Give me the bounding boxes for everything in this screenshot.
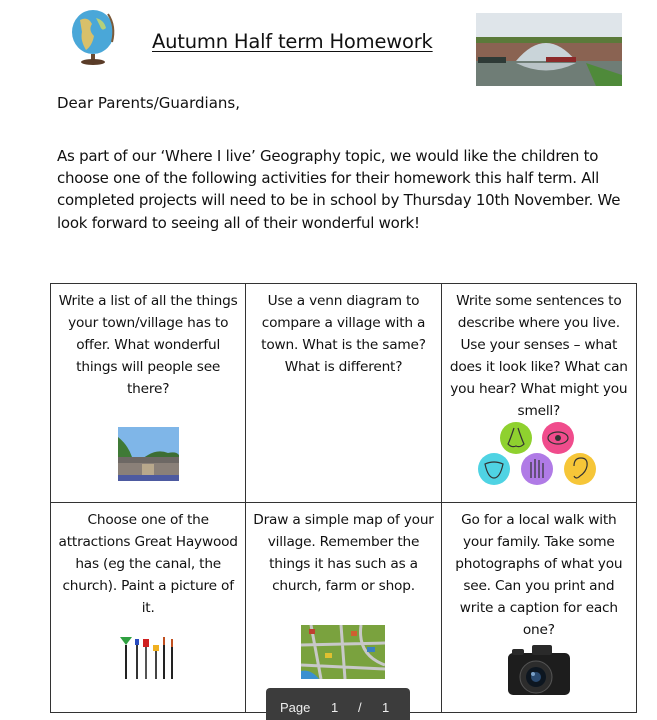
activity-cell (441, 503, 636, 713)
globe-image (66, 6, 120, 66)
activity-text: Write a list of all the things your town/village has to offer. What wonderful things will people see there? (58, 293, 238, 397)
greeting: Dear Parents/Guardians, (57, 94, 240, 112)
village-map-image (301, 625, 385, 679)
activity-cell (441, 284, 636, 503)
hand-icon (521, 453, 553, 485)
eye-icon (542, 422, 574, 454)
page-title: Autumn Half term Homework (152, 30, 433, 53)
activity-text: Choose one of the attractions Great Haywood has (eg the canal, the church). Paint a picture of it. (58, 512, 238, 616)
page-separator: / (358, 700, 362, 715)
five-senses-icons (476, 422, 602, 486)
ear-icon (564, 453, 596, 485)
total-pages: 1 (382, 700, 390, 715)
nose-icon (500, 422, 532, 454)
activity-cell (246, 503, 441, 713)
intro-paragraph: As part of our ‘Where I live’ Geography topic, we would like the children to choose one of the following activities for their homework this half term. All completed projects will need to be in school by Thursday 10th November. We look forward to seeing all of their wonderful work! (57, 147, 621, 232)
activities-grid (50, 283, 637, 713)
activity-text: Draw a simple map of your village. Remember the things it has such as a church, farm or shop. (253, 512, 434, 594)
activity-cell (246, 284, 441, 503)
current-page: 1 (331, 700, 339, 715)
activity-cell (51, 503, 246, 713)
activity-text: Go for a local walk with your family. Take some photographs of what you see. Can you print and write a caption for each one? (455, 512, 623, 638)
camera-image (506, 643, 572, 699)
activity-cell (51, 284, 246, 503)
village-building-photo (118, 427, 179, 481)
activity-text: Write some sentences to describe where you live. Use your senses – what does it look like? What can you hear? What might you smell? (449, 293, 628, 419)
tongue-icon (478, 453, 510, 485)
paintbrushes-image (118, 635, 178, 679)
page-indicator (266, 688, 410, 720)
canal-bridge-photo (476, 13, 622, 86)
activity-text: Use a venn diagram to compare a village with a town. What is the same? What is different? (261, 293, 426, 375)
page-label: Page (280, 700, 311, 715)
